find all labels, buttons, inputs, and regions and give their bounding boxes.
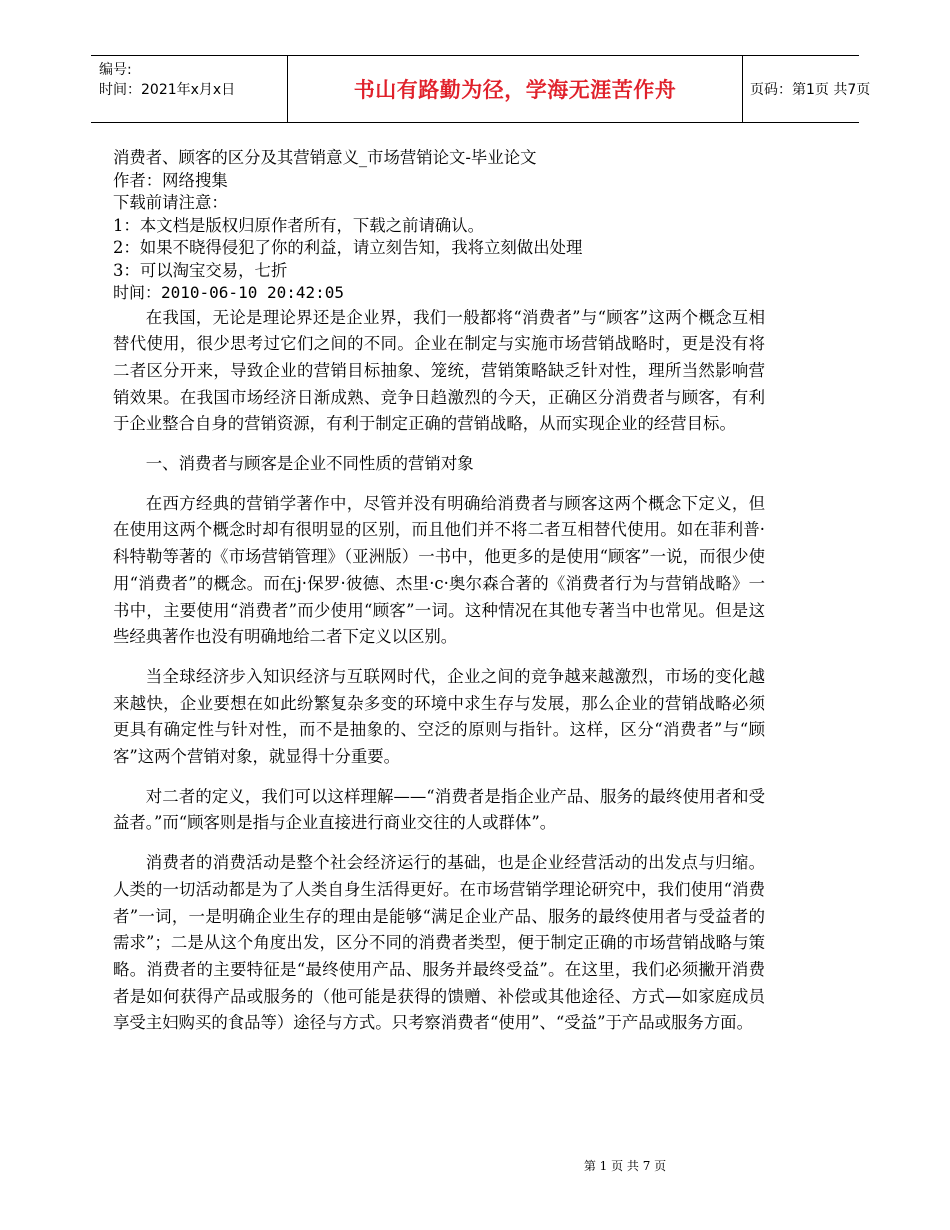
paragraph-intro: 在我国，无论是理论界还是企业界，我们一般都将“消费者”与“顾客”这两个概念互相替代使用，很少思考过它们之间的不同。企业在制定与实施市场营销战略时，更是没有将二者区分开来，导致企业的营销目标抽象、笼统，营销策略缺乏针对性，理所当然影响营销效果。在我国市场经济日渐成熟、竞争日趋激烈的今天，正确区分消费者与顾客，有利于企业整合自身的营销资源，有利于制定正确的营销战略，从而实现企业的经营目标。	[113, 307, 765, 434]
notice-item-1: 1：本文档是版权归原作者所有，下载之前请确认。	[113, 215, 485, 235]
article-body	[113, 147, 853, 1037]
paragraph-definitions: 对二者的定义，我们可以这样理解——“消费者是指企业产品、服务的最终使用者和受益者。”而“顾客则是指与企业直接进行商业交往的人或群体”。	[113, 786, 765, 833]
header-info-cell	[91, 56, 287, 122]
footer-page-number: 第 1 页 共 7 页	[583, 1159, 667, 1173]
header-motto: 书山有路勤为径，学海无涯苦作舟	[353, 78, 677, 102]
header-motto-cell	[287, 56, 743, 122]
notice-item-3: 3：可以淘宝交易，七折	[113, 260, 288, 280]
article-title: 消费者、顾客的区分及其营销意义_市场营销论文-毕业论文	[113, 148, 537, 167]
article-timestamp: 时间：2010-06-10 20:42:05	[113, 283, 345, 302]
article-author: 作者：网络搜集	[113, 170, 228, 190]
section-heading: 一、消费者与顾客是企业不同性质的营销对象	[145, 454, 474, 474]
notice-item-2: 2：如果不晓得侵犯了你的利益，请立刻告知，我将立刻做出处理	[113, 238, 583, 257]
document-number-label: 编号:	[99, 62, 132, 78]
page-footer	[0, 1157, 950, 1174]
notice-title: 下载前请注意：	[113, 193, 228, 212]
header-page-cell	[742, 56, 871, 122]
paragraph-knowledge-economy: 当全球经济步入知识经济与互联网时代，企业之间的竞争越来越激烈，市场的变化越来越快，企业要想在如此纷繁复杂多变的环境中求生存与发展，那么企业的营销战略必须更具有确定性与针对性，而不是抽象的、空泛的原则与指针。这样，区分“消费者”与“顾客”这两个营销对象，就显得十分重要。	[113, 666, 765, 767]
paragraph-western-works: 在西方经典的营销学著作中，尽管并没有明确给消费者与顾客这两个概念下定义，但在使用这两个概念时却有很明显的区别，而且他们并不将二者互相替代使用。如在菲利普·科特勒等著的《市场营销管理》（亚洲版）一书中，他更多的是使用“顾客”一说，而很少使用“消费者”的概念。而在j·保罗·彼德、杰里·c·奥尔森合著的《消费者行为与营销战略》一书中，主要使用“消费者”而少使用“顾客”一词。这种情况在其他专著当中也常见。但是这些经典著作也没有明确地给二者下定义以区别。	[113, 493, 765, 647]
header-page-number: 页码：第1页 共7页	[750, 82, 871, 98]
document-time-label: 时间：2021年x月x日	[99, 82, 236, 98]
paragraph-consumer-activity: 消费者的消费活动是整个社会经济运行的基础，也是企业经营活动的出发点与归缩。人类的一切活动都是为了人类自身生活得更好。在市场营销学理论研究中，我们使用“消费者”一词，一是明确企业生存的理由是能够“满足企业产品、服务的最终使用者与受益者的需求”；二是从这个角度出发，区分不同的消费者类型，便于制定正确的市场营销战略与策略。消费者的主要特征是“最终使用产品、服务并最终受益”。在这里，我们必须撇开消费者是如何获得产品或服务的（他可能是获得的馈赠、补偿或其他途径、方式—如家庭成员享受主妇购买的食品等）途径与方式。只考察消费者“使用”、“受益”于产品或服务方面。	[113, 853, 765, 1033]
page-header	[91, 55, 871, 123]
